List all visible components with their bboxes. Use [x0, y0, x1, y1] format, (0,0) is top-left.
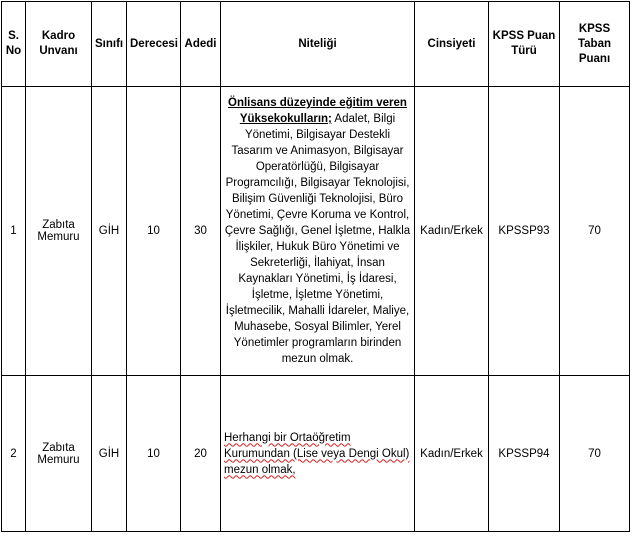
header-cinsiyeti: Cinsiyeti: [415, 2, 489, 87]
cell-cinsiyeti: Kadın/Erkek: [415, 376, 489, 532]
cell-adedi: 30: [181, 87, 221, 376]
header-row: [2, 2, 630, 87]
cell-kpss-taban-puani: 70: [560, 87, 630, 376]
header-sinifi: Sınıfı: [92, 2, 127, 87]
cell-derecesi: 10: [127, 87, 181, 376]
cell-cinsiyeti: Kadın/Erkek: [415, 87, 489, 376]
cell-kpss-puan-turu: KPSSP93: [489, 87, 560, 376]
header-kpss-puan-turu: KPSS Puan Türü: [489, 2, 560, 87]
header-niteligi: Niteliği: [221, 2, 415, 87]
header-kpss-taban-puani: KPSS Taban Puanı: [560, 2, 630, 87]
qualification-text: Herhangi bir Ortaöğretim Kurumundan (Lise veya Dengi Okul) mezun olmak,: [224, 431, 410, 476]
cell-adedi: 20: [181, 376, 221, 532]
header-adedi: Adedi: [181, 2, 221, 87]
cell-sno: 2: [2, 376, 26, 532]
table-row: [2, 376, 630, 532]
program-list: Adalet, Bilgi Yönetimi, Bilgisayar Destekli Tasarım ve Animasyon, Bilgisayar Operatörlüğü, Bilgisayar Programcılığı, Bilgisayar Teknolojisi, Bilişim Güvenliği Teknolojisi, Büro Yönetimi, Çevre Koruma ve Kontrol, Çevre Sağlığı, Genel İşletme, Halkla İlişkiler, Hukuk Büro Yönetimi ve Sekreterliği, İlahiyat, İnsan Kaynakları Yönetimi, İş İdaresi, İşletme, İşletme Yönetimi, İşletmecilik, Mahalli İdareler, Maliye, Muhasebe, Sosyal Bilimler, Yerel Yönetimler programların birinden mezun olmak.: [224, 113, 411, 365]
cell-kadro-unvani: Zabıta Memuru: [26, 87, 92, 376]
header-sno: S. No: [2, 2, 26, 87]
table-row: [2, 87, 630, 376]
cell-derecesi: 10: [127, 376, 181, 532]
cell-kpss-taban-puani: 70: [560, 376, 630, 532]
cell-sno: 1: [2, 87, 26, 376]
cell-sinifi: GİH: [92, 376, 127, 532]
education-level-title: Önlisans düzeyinde eğitim veren Yüksekokulların;: [228, 97, 407, 125]
positions-table: [1, 1, 630, 532]
header-kadro-unvani: Kadro Unvanı: [26, 2, 92, 87]
cell-kadro-unvani: Zabıta Memuru: [26, 376, 92, 532]
cell-niteligi: [221, 87, 415, 376]
cell-sinifi: GİH: [92, 87, 127, 376]
cell-kpss-puan-turu: KPSSP94: [489, 376, 560, 532]
header-derecesi: Derecesi: [127, 2, 181, 87]
cell-niteligi: [221, 376, 415, 532]
